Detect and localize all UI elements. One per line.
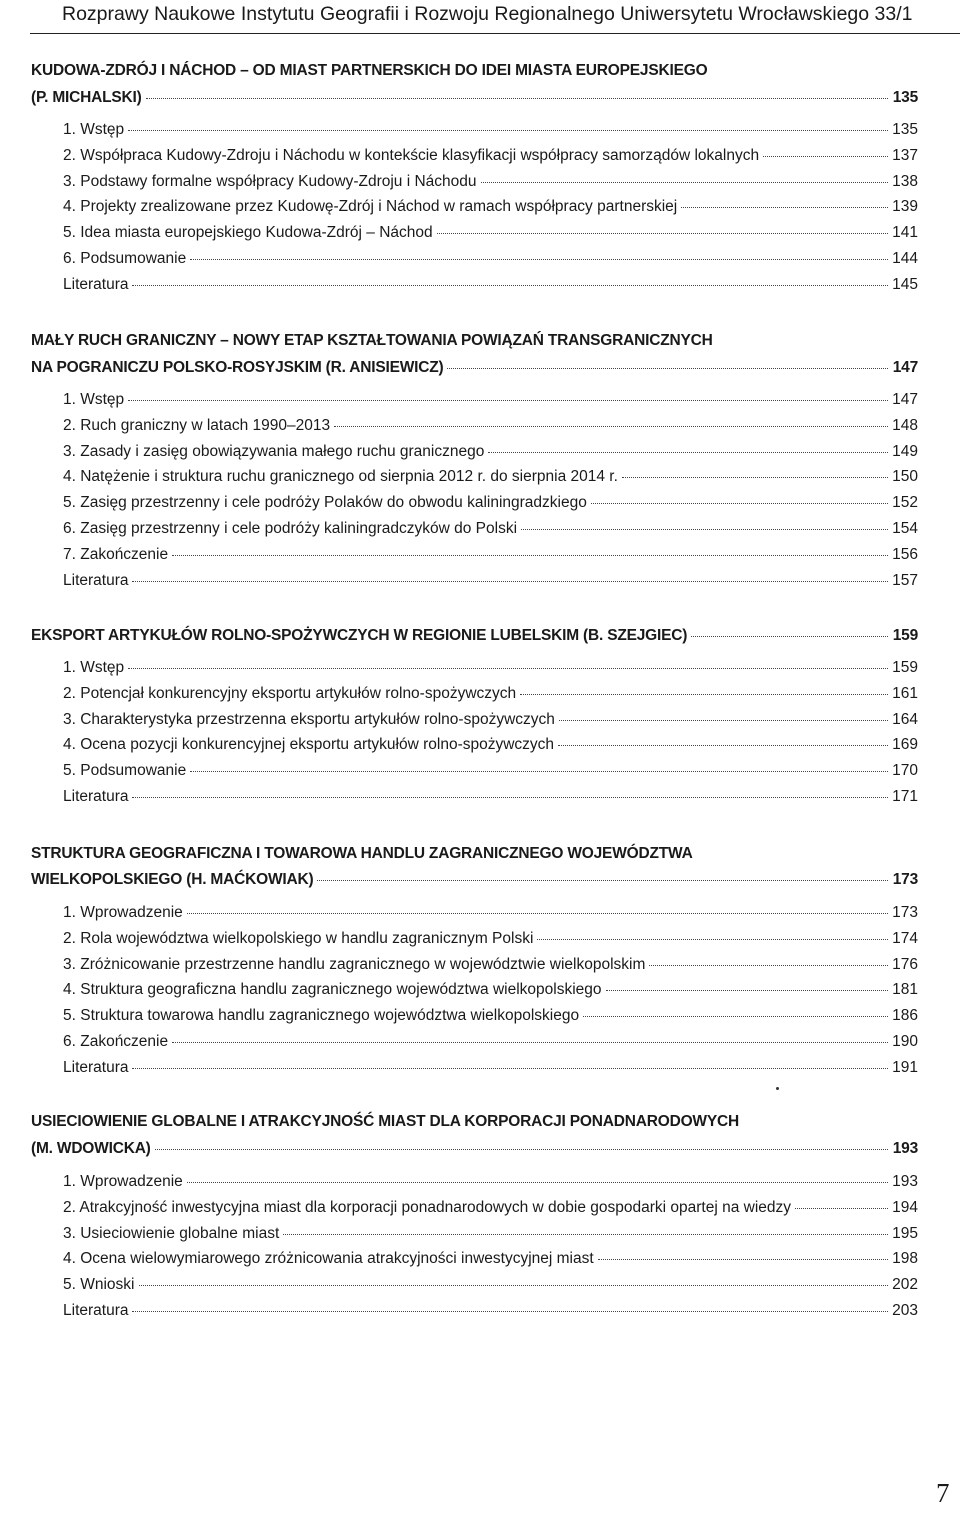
entry-title: 1. Wstęp [63,391,125,408]
toc-entry [63,735,918,755]
section-heading-text: WIELKOPOLSKIEGO (H. MAĆKOWIAK) [31,871,314,888]
page-ref: 195 [892,1225,918,1242]
entry-title: 3. Podstawy formalne współpracy Kudowy-Zdroju i Náchodu [63,173,477,190]
dot-leader [537,939,888,940]
page-ref: 138 [892,173,918,190]
section-title: STRUKTURA GEOGRAFICZNA I TOWAROWA HANDLU ZAGRANICZNEGO WOJEWÓDZTWA [31,845,693,862]
page-ref: 147 [892,391,918,408]
toc-entry [63,1198,918,1218]
toc-entry [63,1058,918,1078]
toc-entry [63,545,918,565]
entry-title: Literatura [63,572,129,589]
section-heading-text: NA POGRANICZU POLSKO-ROSYJSKIM (R. ANISIEWICZ) [31,359,444,376]
stray-mark [776,1087,779,1090]
entry-title: 1. Wstęp [63,121,125,138]
page-ref: 159 [892,659,918,676]
toc-entry [63,249,918,269]
page-ref: 176 [892,956,918,973]
section-title: USIECIOWIENIE GLOBALNE I ATRAKCYJNOŚĆ MIAST DLA KORPORACJI PONADNARODOWYCH [31,1113,739,1130]
page-ref: 174 [892,930,918,947]
page-ref: 198 [892,1250,918,1267]
toc-entry [63,519,918,539]
page-ref: 202 [892,1276,918,1293]
entry-title: Literatura [63,1302,129,1319]
entry-title: Literatura [63,276,129,293]
toc-entry [63,467,918,487]
toc-entry [63,955,918,975]
entry-title: 4. Projekty zrealizowane przez Kudowę-Zdrój i Náchod w ramach współpracy partnerskiej [63,198,678,215]
dot-leader [681,207,888,208]
entry-title: 6. Podsumowanie [63,250,187,267]
dot-leader [146,98,888,99]
section-heading-row [31,88,918,108]
entry-title: 2. Współpraca Kudowy-Zdroju i Náchodu w kontekście klasyfikacji współpracy samorządów lokalnych [63,147,760,164]
page-ref: 156 [892,546,918,563]
toc-entry [63,1006,918,1026]
dot-leader [128,668,888,669]
toc-entry [63,146,918,166]
dot-leader [481,182,888,183]
toc-entry [63,761,918,781]
dot-leader [187,1182,888,1183]
toc-entry [63,120,918,140]
page-ref: 190 [892,1033,918,1050]
toc-entry [63,1224,918,1244]
toc-entry [63,442,918,462]
page-ref: 137 [892,147,918,164]
section-title: KUDOWA-ZDRÓJ I NÁCHOD – OD MIAST PARTNERSKICH DO IDEI MIASTA EUROPEJSKIEGO [31,62,708,79]
dot-leader [132,1068,888,1069]
page-ref: 173 [892,871,918,888]
dot-leader [559,720,888,721]
section-heading-row [31,870,918,890]
page-number: 7 [936,1478,950,1508]
entry-title: Literatura [63,1059,129,1076]
entry-title: 1. Wprowadzenie [63,904,183,921]
page-ref: 173 [892,904,918,921]
toc-entry [63,1032,918,1052]
toc-entry [63,929,918,949]
page-ref: 191 [892,1059,918,1076]
toc-entry [63,1249,918,1269]
page-ref: 193 [892,1140,918,1157]
entry-title: 6. Zakończenie [63,1033,169,1050]
page-ref: 194 [892,1199,918,1216]
toc-entry [63,1172,918,1192]
page-ref: 139 [892,198,918,215]
page-ref: 148 [892,417,918,434]
toc-entry [63,223,918,243]
entry-title: 2. Atrakcyjność inwestycyjna miast dla korporacji ponadnarodowych w dobie gospodarki opartej na wiedzy [63,1199,792,1216]
dot-leader [334,426,888,427]
entry-title: 4. Struktura geograficzna handlu zagranicznego województwa wielkopolskiego [63,981,602,998]
page-ref: 186 [892,1007,918,1024]
entry-title: 2. Rola województwa wielkopolskiego w handlu zagranicznym Polski [63,930,534,947]
entry-title: 3. Usieciowienie globalne miast [63,1225,280,1242]
entry-title: 2. Ruch graniczny w latach 1990–2013 [63,417,331,434]
dot-leader [190,259,888,260]
dot-leader [591,503,888,504]
dot-leader [317,880,888,881]
dot-leader [795,1208,888,1209]
toc-entry [63,571,918,591]
page-ref: 203 [892,1302,918,1319]
dot-leader [437,233,888,234]
page-ref: 141 [892,224,918,241]
entry-title: 4. Ocena wielowymiarowego zróżnicowania atrakcyjności inwestycyjnej miast [63,1250,594,1267]
page-ref: 147 [892,359,918,376]
section-heading-row [31,358,918,378]
section-heading-row [31,626,918,646]
dot-leader [283,1234,888,1235]
entry-title: 7. Zakończenie [63,546,169,563]
page-ref: 169 [892,736,918,753]
dot-leader [520,694,888,695]
section-heading-text: (P. MICHALSKI) [31,89,142,106]
dot-leader [763,156,888,157]
entry-title: 5. Wnioski [63,1276,135,1293]
page-ref: 150 [892,468,918,485]
entry-title: 5. Podsumowanie [63,762,187,779]
dot-leader [190,771,888,772]
dot-leader [488,452,888,453]
toc-entry [63,1301,918,1321]
dot-leader [187,913,888,914]
page-ref: 135 [892,121,918,138]
page-ref: 144 [892,250,918,267]
page-ref: 171 [892,788,918,805]
toc-entry [63,980,918,1000]
toc-entry [63,710,918,730]
entry-title: 1. Wprowadzenie [63,1173,183,1190]
dot-leader [128,400,888,401]
entry-title: 2. Potencjał konkurencyjny eksportu artykułów rolno-spożywczych [63,685,517,702]
toc-entry [63,275,918,295]
dot-leader [139,1285,889,1286]
entry-title: 5. Idea miasta europejskiego Kudowa-Zdrój – Náchod [63,224,433,241]
entry-title: 3. Zróżnicowanie przestrzenne handlu zagranicznego w województwie wielkopolskim [63,956,646,973]
dot-leader [172,1042,888,1043]
entry-title: 3. Zasady i zasięg obowiązywania małego ruchu granicznego [63,443,485,460]
toc-entry [63,172,918,192]
section-heading-text: (M. WDOWICKA) [31,1140,151,1157]
page-ref: 152 [892,494,918,511]
toc-entry [63,1275,918,1295]
entry-title: Literatura [63,788,129,805]
entry-title: 1. Wstęp [63,659,125,676]
entry-title: 5. Struktura towarowa handlu zagranicznego województwa wielkopolskiego [63,1007,580,1024]
entry-title: 6. Zasięg przestrzenny i cele podróży kaliningradczyków do Polski [63,520,518,537]
dot-leader [132,581,888,582]
toc-entry [63,658,918,678]
header-rule [30,33,960,34]
page-ref: 170 [892,762,918,779]
dot-leader [132,797,888,798]
toc-entry [63,493,918,513]
section-heading-row [31,1139,918,1159]
dot-leader [172,555,888,556]
dot-leader [132,285,888,286]
page-ref: 154 [892,520,918,537]
dot-leader [558,745,888,746]
dot-leader [598,1259,888,1260]
page-ref: 164 [892,711,918,728]
page-ref: 135 [892,89,918,106]
dot-leader [622,477,888,478]
page-ref: 149 [892,443,918,460]
running-header: Rozprawy Naukowe Instytutu Geografii i Rozwoju Regionalnego Uniwersytetu Wrocławskiego 33/1 [62,3,913,25]
section-title: MAŁY RUCH GRANICZNY – NOWY ETAP KSZTAŁTOWANIA POWIĄZAŃ TRANSGRANICZNYCH [31,332,713,349]
dot-leader [521,529,888,530]
toc-entry [63,390,918,410]
toc-entry [63,787,918,807]
dot-leader [583,1016,888,1017]
toc-entry [63,903,918,923]
toc-entry [63,416,918,436]
dot-leader [649,965,888,966]
entry-title: 4. Ocena pozycji konkurencyjnej eksportu artykułów rolno-spożywczych [63,736,555,753]
entry-title: 4. Natężenie i struktura ruchu granicznego od sierpnia 2012 r. do sierpnia 2014 r. [63,468,618,485]
dot-leader [606,990,888,991]
dot-leader [691,636,888,637]
page-ref: 159 [892,627,918,644]
toc-entry [63,684,918,704]
dot-leader [155,1149,888,1150]
dot-leader [132,1311,888,1312]
toc-entry [63,197,918,217]
entry-title: 5. Zasięg przestrzenny i cele podróży Polaków do obwodu kaliningradzkiego [63,494,587,511]
page-ref: 157 [892,572,918,589]
dot-leader [447,368,888,369]
page-ref: 193 [892,1173,918,1190]
page-ref: 161 [892,685,918,702]
page-ref: 145 [892,276,918,293]
page-ref: 181 [892,981,918,998]
entry-title: 3. Charakterystyka przestrzenna eksportu artykułów rolno-spożywczych [63,711,555,728]
dot-leader [128,130,888,131]
section-heading-text: EKSPORT ARTYKUŁÓW ROLNO-SPOŻYWCZYCH W REGIONIE LUBELSKIM (B. SZEJGIEC) [31,627,688,644]
